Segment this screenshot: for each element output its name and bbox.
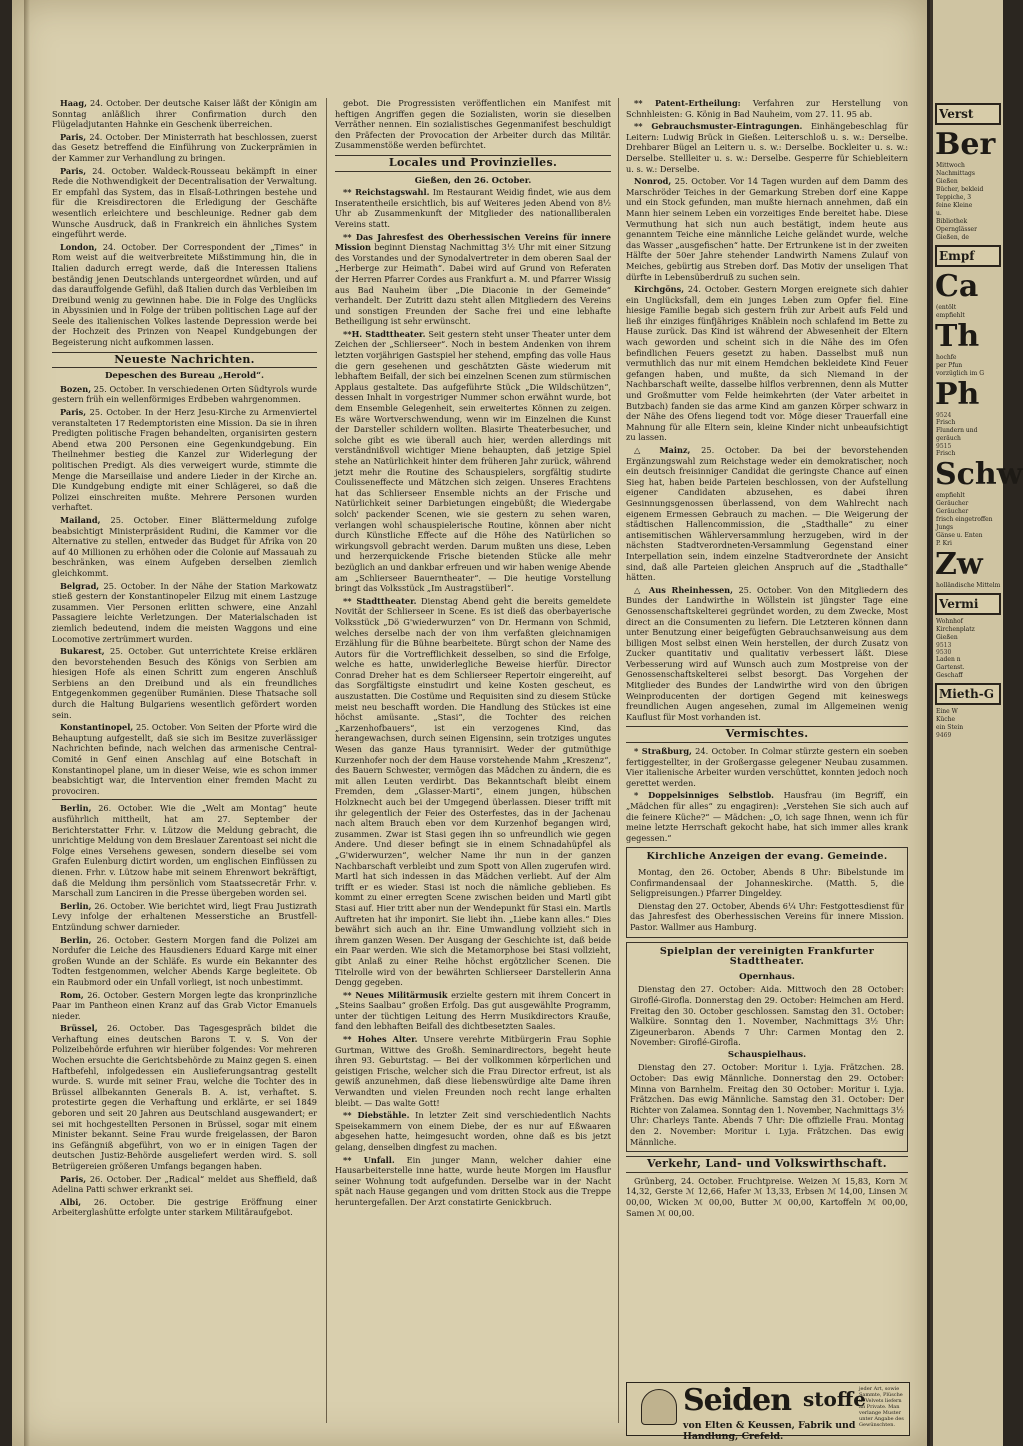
news-text: Seit gestern steht unser Theater unter dem Zeichen der „Schlierseer“. Noch in bestem Andenken von ihrem letzten vorjährigen Gastspiel her stehend, empfing das volle Haus die gern gesehenen und geschätzten Gäste wiederum mit lebhaftem Beifall, der sich bei einzelnen Scenen zum stürmischen Applaus gestaltete. Das aufgeführte Stück „Die Wildschützen“, dessen Inhalt in vorgestriger Nummer schon erwähnt wurde, bot dem Ensemble Gelegenheit, sein erweitertes Können zu zeigen. Es wäre Wortverschwendung, wenn wir im Einzelnen die Kunst der Darsteller schildern wollten. Blasirte Theaterbesucher, und solche gibt es wie überall auch hier, werden allerdings mit verständnißvoll wichtiger Miene behaupten, daß jetzige Spiel stehe an Natürlichkeit hinter dem früheren Jahr zurück, während jetzt mehr die Routine des Schauspielers, sorgfältig studirte Coulisseneffecte und Mätzchen sich zeigen. Unseres Erachtens hat das Schlierseer Ensemble nichts an der Frische und Natürlichkeit seiner Darbietungen eingebüßt; die Wiedergabe solch' packender Scenen, wie sie gestern zu sehen waren, verlangen wohl schauspielerische Routine, können aber nicht durch Künstliche Effecte auf die Höhe des Natürlichen so wirkungsvoll gebracht werden. Darum mußten uns diese, Leben und herzerquickende Frische bietenden Stücke alle mehr bezüglich an und dankbar erfreuen und wir haben wenige Abende am „Schlierseer Bauerntheater“. — Die heutige Vorstellung bringt das Volksstück „Im Austragstüberl“.	[335, 328, 611, 594]
news-text: erzielte gestern mit ihrem Concert in „Steins Saalbau“ großen Erfolg. Das gut ausgewählte Programm, unter der tüchtigen Leitung des Herrn Musikdirectors Krauße, fand den lebhaften Beifall des dichtbesetzten Saales.	[335, 989, 611, 1032]
church-notices-title: Kirchliche Anzeigen der evang. Gemeinde.	[646, 851, 888, 863]
news-paragraph	[335, 1110, 611, 1152]
adjacent-page-strip	[930, 0, 1023, 1446]
col3-news-block-1	[626, 98, 908, 722]
adjacent-page-fragment: Teppiche, 3	[936, 194, 972, 201]
adjacent-page-fragment: feine Kleine	[936, 202, 973, 209]
adjacent-page-fragment: Flundern und	[936, 427, 978, 434]
adjacent-page-fragment: Laden n	[936, 656, 961, 663]
divider	[52, 799, 317, 800]
col1-news-block-1	[52, 98, 317, 348]
column-rule-2	[618, 98, 619, 1423]
news-text: 25. October. Von Seiten der Pforte wird die Behauptung aufgestellt, daß sie sich im Besitze zuverlässiger Nachrichten befinde, nach welchen das armenische Central-Comité in Genf einen Anschlag auf eine Botschaft in Konstantinopel plane, um in dieser Weise, wie es schon immer beabsichtigt war, die Intervention einer fremden Macht zu provociren.	[52, 722, 317, 796]
news-paragraph	[626, 176, 908, 282]
news-paragraph	[52, 935, 317, 988]
theater-schedule-title: Spielplan der vereinigten Frankfurter Stadttheater.	[659, 945, 875, 968]
news-text: 25. October. Gut unterrichtete Kreise erklären den bevorstehenden Besuch des Königs von Serbien am hiesigen Hofe als einen Schritt zum engeren Anschluß Serbiens an den Dreibund und als ein freundliches Entgegenkommen gegenüber Rumänien. Diese Thatsache soll durch die Haltung Bulgariens wesentlich gefördert worden sein.	[52, 646, 317, 720]
news-dateline: Brüssel,	[60, 1023, 98, 1034]
column-1	[52, 98, 317, 1423]
adjacent-page-fragment: Gießen	[936, 634, 958, 641]
col2-news-block	[335, 187, 611, 1207]
adjacent-page-fragment: 9515	[936, 443, 952, 450]
section-title-vermischtes: Vermischtes.	[626, 726, 908, 743]
news-paragraph	[335, 1034, 611, 1108]
news-paragraph	[626, 585, 908, 723]
ad-small-print: jeder Art, sowie Sammte, Plüsche u. Velvets liefern an Private. Man verlange Muster unter Angabe des Gewünschten.	[859, 1386, 904, 1428]
adjacent-page-fragment: Gießen, de	[936, 234, 969, 241]
adjacent-page-fragment: Bücher, bekleid	[936, 186, 984, 193]
news-dateline: Nonrod,	[634, 176, 672, 187]
news-dateline: Paris,	[60, 131, 87, 142]
adjacent-page-fragment: empfiehlt	[936, 492, 965, 499]
adjacent-page-fragment: per Pfun	[936, 362, 963, 369]
news-paragraph	[52, 803, 317, 898]
news-dateline: Albi,	[60, 1196, 82, 1207]
news-paragraph	[52, 166, 317, 240]
news-text: Unsere verehrte Mitbürgerin Frau Sophie Gurtman, Wittwe des Großh. Seminardirectors, begeht heute ihren 93. Geburtstag. — Bei der vollkommen körperlichen und geistigen Frische, welcher sich die Frau Director erfreut, ist als gewiß anzunehmen, daß diese liebenswürdige alte Dame ihren Verwandten und vielen Freunden noch recht lange erhalten bleibt. — Das walte Gott!	[335, 1034, 611, 1108]
news-dateline: ** Gebrauchsmuster-Eintragungen.	[634, 121, 803, 132]
adjacent-page-fragment: Ca	[935, 269, 979, 304]
news-text: 26. October. Der „Radical“ meldet aus Sheffield, daß Adelina Patti schwer erkrankt sei.	[52, 1173, 317, 1195]
ad-firm-name: von Elten & Keussen, Fabrik und Handlung, Crefeld.	[683, 1420, 856, 1442]
adjacent-page-fragment: Ber	[935, 127, 996, 162]
adjacent-page-fragment: (entölt	[936, 304, 957, 311]
adjacent-page-fragment: Verst	[935, 103, 1001, 125]
news-dateline: △ Aus Rheinhessen,	[634, 584, 733, 595]
news-text: Verfahren zur Herstellung von Schnhleisten: G. König in Bad Nauheim, vom 27. 11. 95 ab.	[626, 98, 909, 119]
news-text: Einhängebeschlag für Leitern: Ludwig Brück in Gießen. Leiterschloß u. s. w.: Derselbe. Drehbarer Bügel an Leitern u. s. w.: Derselbe. Bockleiter u. s. w.: Derselbe. Stellleiter u. s. w.: Derselbe. Gesperre für Schiebleitern u. s. w.: Derselbe.	[626, 121, 908, 174]
news-paragraph	[52, 990, 317, 1022]
news-text: beginnt Dienstag Nachmittag 3½ Uhr mit einer Sitzung des Vorstandes und der Synodalvertreter in dem oberen Saal der „Herberge zur Heimath“. Dabei wird auf Grund von Referaten der Herren Pfarrer Cordes aus Frankfurt a. M. und Pfarrer Wissig aus Bad Nauheim über „Die Diaconie in der Gemeinde“ verhandelt. Der Zutritt dazu steht allen Mitgliedern des Vereins und sonstigen Freunden der Sache frei und eine lebhafte Betheiligung ist sehr erwünscht.	[335, 242, 611, 327]
adjacent-page-fragment: Zw	[935, 547, 983, 582]
news-paragraph	[626, 445, 908, 583]
adjacent-page-fragment: Frisch	[936, 450, 956, 457]
news-text: 25. October. In der Nähe der Station Markowatz stieß gestern der Konstantinopeler Eilzug mit einem Lastzuge zusammen. Vier Personen erlitten schwere, eine Anzahl Passagiere leichte Verletzungen. Der Materialschaden ist ziemlich bedeutend, indem die meisten Waggons und eine Locomotive zertrümmert wurden.	[52, 580, 317, 644]
adjacent-page-fragment: vorzüglich im G	[936, 370, 985, 377]
news-text: 26. October. Wie berichtet wird, liegt Frau Justizrath Levy infolge der erhaltenen Messerstiche an Brustfell-Entzündung schwer darnieder.	[52, 900, 317, 932]
adjacent-page-fragment: 9469	[936, 732, 952, 739]
news-paragraph	[626, 98, 908, 119]
church-notice-line: Montag, den 26. October, Abends 8 Uhr: Bibelstunde im Confirmandensaal der Johanneskirche. (Matth. 5, die Seligpreisungen.) Pfarrer Dingeldey.	[630, 866, 904, 899]
adjacent-page-fragment: Eine W	[936, 708, 958, 715]
adjacent-page-fragment: Ph	[935, 377, 980, 412]
news-paragraph	[52, 98, 317, 130]
adjacent-page-fragment: 9513	[936, 642, 952, 649]
adjacent-page-fragment: Wohnhof	[936, 618, 963, 625]
section-subtitle-depeschen: Depeschen des Bureau „Herold“.	[104, 371, 265, 382]
ad-headline-stoffe: stoffe	[803, 1387, 866, 1411]
adjacent-page-fragment: Geschaff	[936, 672, 963, 679]
ad-logo-icon	[641, 1389, 677, 1425]
adjacent-page-fragment: Empf	[935, 245, 1001, 267]
news-text: 24. October. Gestern Morgen ereignete sich dahier ein Unglücksfall, dem ein junges Leben zum Opfer fiel. Eine hiesige Familie begab sich gestern früh zur Arbeit aufs Feld und ließ ihr einziges fünfjähriges Knäblein noch schlafend im Bette zu Hause zurück. Das Kind ist während der Abwesenheit der Eltern wach geworden und scheint sich in die Nähe des im Ofen befindlichen Feuers gesetzt zu haben. Dasselbst muß nun vermuthlich das nur mit einem Hemdchen bekleidete Kind Feuer gefangen haben, und mußte, da sich Niemand in der Nachbarschaft weilte, dasselbe hilflos verbrennen, denn als Mutter und Großmutter vom Felde heimkehrten (der Vater arbeitet in Butzbach) fanden sie das arme Kind am ganzen Körper schwarz in der Nähe des Ofens liegend todt vor. Möge dieser Trauerfall eine Mahnung für alle Eltern sein, kleine Kinder nicht unbeaufsichtigt zu lassen.	[626, 284, 908, 443]
adjacent-page-fragment: geräuch	[936, 435, 961, 442]
news-dateline: ** Reichstagswahl.	[343, 187, 430, 198]
section-title-locales: Locales und Provinzielles.	[335, 155, 611, 172]
market-prices: Grünberg, 24. October. Fruchtpreise. Weizen ℳ 15,83, Korn ℳ 14,32, Gerste ℳ 12,66, Hafer ℳ 13,33, Erbsen ℳ 14,00, Linsen ℳ 00,00, Wicken ℳ 00,00, Butter ℳ 00,00, Kartoffeln ℳ 00,00, Samen ℳ 00,00.	[626, 1175, 908, 1218]
adjacent-page-fragment: Gießen	[936, 178, 958, 185]
page-edge-shadow	[24, 0, 30, 1446]
adjacent-page-fragment: 9524	[936, 412, 952, 419]
news-paragraph	[335, 596, 611, 988]
news-dateline: Kirchgöns,	[634, 284, 685, 295]
news-paragraph	[335, 1155, 611, 1208]
news-text: 25. October. In verschiedenen Orten Südtyrols wurde gestern früh ein wellenförmiges Erdbeben wahrgenommen.	[52, 383, 317, 405]
news-dateline: Paris,	[60, 165, 87, 176]
adjacent-page-fragment: Jungs	[936, 524, 954, 531]
ad-headline-seiden: Seiden	[683, 1383, 792, 1418]
section-title-verkehr: Verkehr, Land- und Volkswirthschaft.	[626, 1156, 908, 1173]
adjacent-page-fragment: Schw	[935, 457, 1023, 492]
news-text: 25. October. Da bei der bevorstehenden Ergänzungswahl zum Reichstage weder ein demokratischer, noch ein deutsch freisinniger Candidat die geringste Chance auf einen Sieg hat, haben beide Parteien beschlossen, von der Aufstellung eigener Candidaten abzusehen, es dabei ihren Gesinnungsgenossen überlassend, von dem Wahlrecht nach eigenem Ermessen Gebrauch zu machen. — Die Weigerung der städtischen Hallencommission, die „Stadthalle“ zu einer antisemitischen Wählerversammlung herzugeben, wird in der nächsten Stadtverordneten-Versammlung Gegenstand einer Interpellation sein, indem einzelne Stadtverordnete der Ansicht sind, daß alle Parteien gleichen Anspruch auf die „Stadthalle“ hätten.	[626, 445, 909, 583]
news-text: 25. October. In der Herz Jesu-Kirche zu Armenviertel veranstalteten 17 Redemptoristen eine Mission. Da sie in ihren Predigten politische Fragen behandelten, organisirten gestern Abend etwa 200 Personen eine Gegenkundgebung. Ein Theilnehmer bestieg die Kanzel zur Widerlegung der politischen Predigt. Als dies verweigert wurde, stimmte die Menge die Marseillaise und andere Lieder in der Kirche an. Die Kundgebung endigte mit einer Schlägerei, so daß die Polizei einschreiten mußte. Mehrere Personen wurden verhaftet.	[52, 407, 317, 513]
news-dateline: ** Unfall.	[343, 1154, 395, 1165]
news-text: 24. October. Der Ministerrath hat beschlossen, zuerst das Gesetz betreffend die Einführung von Zuckerprämien in der Kammer zur Verhandlung zu bringen.	[52, 131, 317, 163]
news-dateline: Konstantinopel,	[60, 722, 134, 733]
adjacent-page-fragment: Kirchenplatz	[936, 626, 975, 633]
adjacent-page-fragment: ein Stein	[936, 724, 964, 731]
news-paragraph	[335, 187, 611, 229]
dateline-giessen: Gießen, den 26. October.	[414, 174, 532, 185]
news-text: 26. October. Das Tagesgespräch bildet die Verhaftung eines deutschen Barons T. v. S. Von der Polizeibehörde erfuhren wir hierüber folgendes: Vor mehreren Wochen ersuchte die Gerichtsbehörde zu Mainz gegen S. einen Haftbefehl, infolgedessen ein Auslieferungsantrag gestellt wurde. S. wurde mit seiner Frau, welche die Tochter des in Brüssel allbekannten Generals B. A. ist, verhaftet. S. protestirte gegen die Verhaftung und erklärte, er sei 1849 geboren und seit 20 Jahren aus Deutschland ausgewandert; er sei mit hochgestellten Personen in Brüssel, sogar mit einem Minister bekannt. Seine Frau wurde freigelassen, der Baron ins Gefängniß abgeführt, von wo er in einigen Tagen der deutschen Justiz-Behörde ausgeliefert werden wird. S. soll Betrügereien größeren Umfangs begangen haben.	[52, 1023, 317, 1171]
news-text: 24. October. In Colmar stürzte gestern ein soeben fertiggestellter, in der Großergasse gelegener Neubau zusammen. Vier italienische Arbeiter wurden verschüttet, konnten jedoch noch gerettet werden.	[626, 746, 908, 788]
adjacent-page-fragment: empfiehlt	[936, 312, 965, 319]
adjacent-page-fragment: hochfe	[936, 354, 957, 361]
news-paragraph	[52, 1174, 317, 1195]
news-text: Ein junger Mann, welcher dahier eine Hausarbeiterstelle inne hatte, wurde heute Morgen im Hausflur seiner Wohnung todt aufgefunden. Derselbe war in der Nacht spät nach Hause gegangen und vom dritten Stock aus die Treppe heruntergefallen. Der Arzt constatirte Genickbruch.	[335, 1154, 611, 1207]
playhouse-schedule: Dienstag den 27. October: Moritur i. Lyja. Frätzchen. 28. October: Das ewig Männliche. Donnerstag den 29. October: Minna von Barnhelm. Freitag den 30 October: Moritur i. Lyja. Frätzchen. Das ewig Männliche. Samstag den 31. October: Der Richter von Zalamea. Sonntag den 1. November, Nachmittags 3½ Uhr: Charleys Tante. Abends 7 Uhr: Die offizielle Frau. Montag den 2. November: Moritur i. Lyja. Frätzchen. Das ewig Männliche.	[630, 1062, 904, 1147]
news-dateline: London,	[60, 241, 98, 252]
adjacent-page-fragment: Bibliothek	[936, 218, 968, 225]
adjacent-page-fragment: P. Kri	[936, 540, 952, 547]
news-dateline: △ Mainz,	[634, 445, 691, 455]
news-paragraph	[52, 242, 317, 348]
news-paragraph	[626, 284, 908, 443]
adjacent-page-fragment: 9530	[936, 649, 952, 656]
adjacent-page-fragment: Vermi	[935, 593, 1001, 615]
news-paragraph	[52, 901, 317, 933]
section-title-neueste-nachrichten: Neueste Nachrichten.	[52, 352, 317, 369]
news-dateline: Haag,	[60, 98, 87, 108]
adjacent-page-fragment: Geräucher	[936, 508, 969, 515]
advertisement-seidenstoffe	[626, 1382, 910, 1442]
news-dateline: Berlin,	[60, 934, 92, 945]
news-paragraph	[52, 722, 317, 796]
playhouse-title: Schauspielhaus.	[727, 1049, 807, 1060]
news-text: Hausfrau (im Begriff, ein „Mädchen für alles“ zu engagiren): „Verstehen Sie sich auch auf die feinere Küche?“ — Mädchen: „O, ich sage Ihnen, wenn ich für meine letzte Herrschaft gekocht habe, hat sich immer alles krank gegessen.“	[626, 790, 908, 843]
adjacent-page-fragment: frisch eingetroffen	[936, 516, 993, 523]
news-dateline: ** Das Jahresfest des Oberhessischen Vereins für innere Mission	[335, 231, 611, 253]
news-dateline: Paris,	[60, 407, 87, 418]
adjacent-page-fragment: Mieth-G	[935, 683, 1001, 705]
news-paragraph	[626, 790, 908, 843]
news-text: In letzter Zeit sind verschiedentlich Nachts Speisekammern von einem Diebe, der es nur auf Eßwaaren abgesehen hatte, heimgesucht worden, ohne daß es bis jetzt gelang, denselben dingfest zu machen.	[335, 1110, 611, 1152]
col3-news-block-2	[626, 746, 908, 843]
news-dateline: ** Neues Militärmusik	[343, 989, 448, 1000]
news-dateline: * Straßburg,	[634, 746, 692, 757]
news-dateline: Paris,	[60, 1173, 87, 1184]
news-text: 25. October. Einer Blättermeldung zufolge beabsichtigt Ministerpräsident Rudini, die Kammer vor die Alternative zu stellen, entweder das Budget für Afrika von 20 auf 40 Millionen zu erhöhen oder die Colonie auf Massauah zu beschränken, was einem Aufgeben derselben ziemlich gleichkommt.	[52, 514, 317, 578]
adjacent-page-fragment: Nachmittags	[936, 170, 975, 177]
news-dateline: Berlin,	[60, 803, 92, 814]
col1-news-block-2	[52, 384, 317, 797]
news-dateline: ** Hohes Alter.	[343, 1034, 418, 1045]
news-dateline: Berlin,	[60, 900, 92, 911]
news-text: 24. October. Der deutsche Kaiser läßt der Königin am Sonntag anläßlich ihrer Confirmation durch den Flügeladjutanten Hahnke ein Geschenk überreichen.	[52, 98, 317, 130]
adjacent-page-fragment: holländische Mittelm	[936, 582, 1001, 589]
news-dateline: **H. Stadttheater.	[343, 328, 426, 339]
news-dateline: Rom,	[60, 989, 84, 1000]
news-dateline: Bukarest,	[60, 646, 105, 657]
news-text: 26. October. Gestern Morgen legte das kronprinzliche Paar im Pantheon einen Kranz auf das Grab Victor Emanuels nieder.	[52, 989, 317, 1021]
news-paragraph	[626, 746, 908, 788]
adjacent-page-fragment: Küche	[936, 716, 955, 723]
news-dateline: Bozen,	[60, 383, 92, 394]
opera-house-title: Opernhaus.	[739, 971, 795, 982]
col1-news-block-3	[52, 803, 317, 1218]
news-dateline: Belgrad,	[60, 580, 100, 591]
adjacent-page-fragment: Mittwoch	[936, 162, 965, 169]
adjacent-page-fragment: Frisch	[936, 419, 956, 426]
news-paragraph	[52, 515, 317, 579]
adjacent-page-fragment: Th	[935, 319, 980, 354]
news-dateline: Mailand,	[60, 514, 101, 525]
news-paragraph	[52, 407, 317, 513]
news-dateline: ** Diebstähle.	[343, 1110, 410, 1121]
news-paragraph	[335, 990, 611, 1032]
news-text: 26. October. Wie die „Welt am Montag“ heute ausführlich mittheilt, hat am 27. September der Berichterstatter Frhr. v. Lützow die Meldung gebracht, die unrichtige Meldung von dem Breslauer Zarentoast sei nicht die Folge eines Versehens gewesen, sondern dieselbe sei vom Grafen Eulenburg dictirt worden, um englischen Einflüssen zu dienen. Frhr. v. Lützow habe mit seinem Ehrenwort bekräftigt, daß die Meldung ihm persönlich vom Staatssecretär Frhr. v. Marschall zum Lanciren in die Presse übergeben worden sei.	[52, 803, 317, 899]
news-dateline: ** Stadttheater.	[343, 595, 417, 606]
column-rule-1	[326, 98, 327, 1423]
news-text: Dienstag Abend geht die bereits gemeldete Novität der Schlierseer in Scene. Es ist dieß das oberbayerische Volksstück „Dö G'wiederwurzen“ von Dr. Hermann von Schmid, welches derselbe nach der von ihm verfaßten gleichnamigen Erzählung für die Bühne bearbeitete. Bürgt schon der Name des Autors für die Vortrefflichkeit desselben, so sind die Erfolge, welche es hatte, unwiderlegliche Beweise hierfür. Director Conrad Dreher hat es dem Schlierseer Repertoir eingereiht, auf das Sorgfältigste einstudirt und keine Kosten gescheut, es auszustatten. Die Costüme und Requisiten sind zu diesem Stücke meist neu beschafft worden. Die Handlung des Stückes ist eine höchst amüsante. „Stasi“, die Tochter des reichen „Karzenhofbauers“, ist ein verzogenes Kind, das herangewachsen, durch seinen Eigensinn, sein trotziges ungutes Wesen das ganze Haus tyrannisirt. Weder der gutmüthige Kurzenhofer noch der dem Hause vorstehende Mahm „Kreszenz“, des Bauern Schwester, vermögen das Mädchen zu ändern, die es mit allen Leuten verdirbt. Das Bekanntschaft bleibt einem Fremden, dem „Glasser-Marti“, einem jungen, hübschen Holzknecht auch bei der Umgegend überlassen. Dieser trifft mit ihr gelegentlich der Feier des Osterfestes, das in der Jachenau nach altem Brauch eben vor dem Kurzenhof begangen wird, zusammen. Zwar ist Stasi gegen ihn so unfreundlich wie gegen Andere. Und dieser befingt sie in einem Schnadahüpfel als „G'widerwurzen“, welcher Name ihr nun in der ganzen Nachbarschaft verbleibt und zum Spott von Allen zugerufen wird. Martl hat sich indessen in das Mädchen verliebt. Auf der Alm trifft er es wieder. Stasi ist noch die nämliche geblieben. Es kommt zu einer erregten Scene zwischen beiden und Martl gibt Stasi auf. Hier tritt aber nun der Wendepunkt für Stasi ein. Martls Auftreten hat ihr imponirt. Sie liebt ihn. „Liebe kann alles.“ Dies bewährt sich auch an ihr. Eine Umwandlung vollzieht sich in ihrem ganzen Wesen. Der Ausgang der Geschichte ist, daß beide ein Paar werden. Wie sich die Metamorphose bei Stasi vollzieht, gibt Anlaß zu einer Reihe höchst ergötzlicher Scenen. Die Titelrolle wird von der bewährten Schlierseer Darstellerin Anna Dengg gegeben.	[335, 595, 611, 988]
news-paragraph	[52, 132, 317, 164]
news-text: 24. October. Waldeck-Rousseau bekämpft in einer Rede die Nothwendigkeit der Decentralisation der Verwaltung. Er empfahl das System, das in Elsaß-Lothringen bestehe und für die Kreisdirectoren die Erledigung der Geschäfte wesentlich erleichtere und beschleunige. Redner gab dem Wunsche Ausdruck, daß in Frankreich ein ähnliches System eingeführt werde.	[52, 165, 317, 240]
adjacent-page-fragment: Opernglässer	[936, 226, 977, 233]
church-notices-box	[626, 847, 908, 937]
news-paragraph	[52, 581, 317, 645]
news-paragraph	[52, 1023, 317, 1171]
adjacent-page-fragment: u.	[936, 210, 942, 217]
news-dateline: * Doppelsinniges Selbstlob.	[634, 790, 775, 801]
news-text: 26. October. Die gestrige Eröffnung einer Arbeiterglashütte erfolgte unter starkem Militäraufgebot.	[52, 1196, 317, 1218]
theater-schedule-box	[626, 942, 908, 1153]
news-text: 25. October. Vor 14 Tagen wurden auf dem Damm des Marschröder Teiches in der Gemarkung Streben dorf eine Kappe und ein Stock gefunden, man mußte hiernach annehmen, daß ein Mann hier seinem Leben ein vorzeitiges Ende bereitet habe. Diese Vermuthung hat sich nun auch bestätigt, indem heute aus genanntem Teiche eine männliche Leiche geländet wurde, welche das Wasser „ausgefischen“ hatte. Der Ertrunkene ist in der zweiten Hälfte der 50er Jahre stehender Landwirth Namens Zulauf von Meiches, gebürtig aus Streben dorf. Das Motiv der unseligen That dürfte in Lebensüberdruß zu suchen sein.	[626, 176, 908, 282]
opera-house-schedule: Dienstag den 27. October: Aida. Mittwoch den 28 October: Giroflé-Girofla. Donnerstag den 29. October: Heimchen am Herd. Freitag den 30. October geschlossen. Samstag den 31. October: Walküre. Sonntag den 1. November, Nachmittags 3½ Uhr: Zigeunerbaron. Abends 7 Uhr: Carmen Montag den 2. November: Giroflé-Girofla.	[630, 984, 904, 1048]
column-3	[626, 98, 908, 1423]
news-text: Im Restaurant Weidig findet, wie aus dem Inseratentheile ersichtlich, bis auf Weiteres jeden Abend von 8½ Uhr ab Zusammenkunft der Mitglieder des nationalliberalen Vereins statt.	[335, 187, 611, 229]
column-2	[335, 98, 611, 1423]
news-text: 24. October. Der Correspondent der „Times“ in Rom weist auf die weitverbreitete Mißstimmung hin, die in Italien dadurch erregt werde, daß die Interessen Italiens beständig jenen Deutschlands untergeordnet würden, und auf das darauffolgende Gefühl, daß Italien durch das Verbleiben im Dreibund wenig zu gewinnen habe. Die in Folge des Unglücks in Abyssinien und in Folge der trüben politischen Lage auf der Seele des italienischen Volkes lastende Depression werde bei der Hochzeit des Prinzen von Neapel Kundgebungen der Begeisterung nicht aufkommen lassen.	[52, 241, 317, 348]
news-text: 26. October. Gestern Morgen fand die Polizei am Nordufer die Leiche des Hausdieners Eduard Karge mit einer großen Wunde an der Schläfe. Es wurde ein Bekannter des Todten festgenommen, welcher Abends Karge begleitete. Ob ein Raubmord oder ein Unfall vorliegt, ist noch unbestimmt.	[52, 934, 317, 987]
news-paragraph	[52, 646, 317, 720]
adjacent-page-fragment: Geräucher	[936, 500, 969, 507]
news-paragraph	[335, 329, 611, 594]
news-paragraph	[52, 1197, 317, 1218]
adjacent-page-fragment: Gartenst.	[936, 664, 965, 671]
col2-intro-paragraph: gebot. Die Progressisten veröffentlichen ein Manifest mit heftigen Angriffen gegen die Sozialisten, worin sie dieselben Verräther nennen. Ein sozialistisches Gegenmanifest beschuldigt den Präfecten der Provocation der Arbeiter durch das Militär. Zusammenstöße werden befürchtet.	[335, 98, 611, 151]
news-paragraph	[335, 232, 611, 327]
news-text: 25. October. Von den Mitgliedern des Bundes der Landwirthe in Wöllstein ist jüngster Tage eine Genossenschaftskelterei gegründet worden, zu dem Zwecke, Most direct an die Consumenten zu liefern. Die Letzteren können dann unter Benutzung einer beigefügten Gebrauchsanweisung aus dem billigen Most selbst einen Wein herstellen, der durch Zusatz von Zucker quantitativ und qualitativ verbessert läßt. Diese Verbesserung wird auf Wunsch auch zum Mostpreise von der Genossenschaftskelterei selbst besorgt. Das Vorgehen der Mitglieder des Bundes der Landwirthe wird von den übrigen Weinproducenten der dortigen Gegend mit keineswegs freundlichen Augen angesehen, zumal im Allgemeinen wenig Kauflust für Most vorhanden ist.	[626, 584, 908, 722]
church-notice-line: Dienstag den 27. October, Abends 6¼ Uhr: Festgottesdienst für das Jahresfest des Oberhessischen Vereins für innere Mission. Pastor. Wallmer aus Hamburg.	[630, 900, 904, 932]
news-paragraph	[52, 384, 317, 405]
news-dateline: ** Patent-Ertheilung:	[634, 98, 741, 108]
adjacent-page-fragment: Gänse u. Enten	[936, 532, 983, 539]
adjacent-page-items	[933, 0, 1023, 739]
news-paragraph	[626, 121, 908, 174]
